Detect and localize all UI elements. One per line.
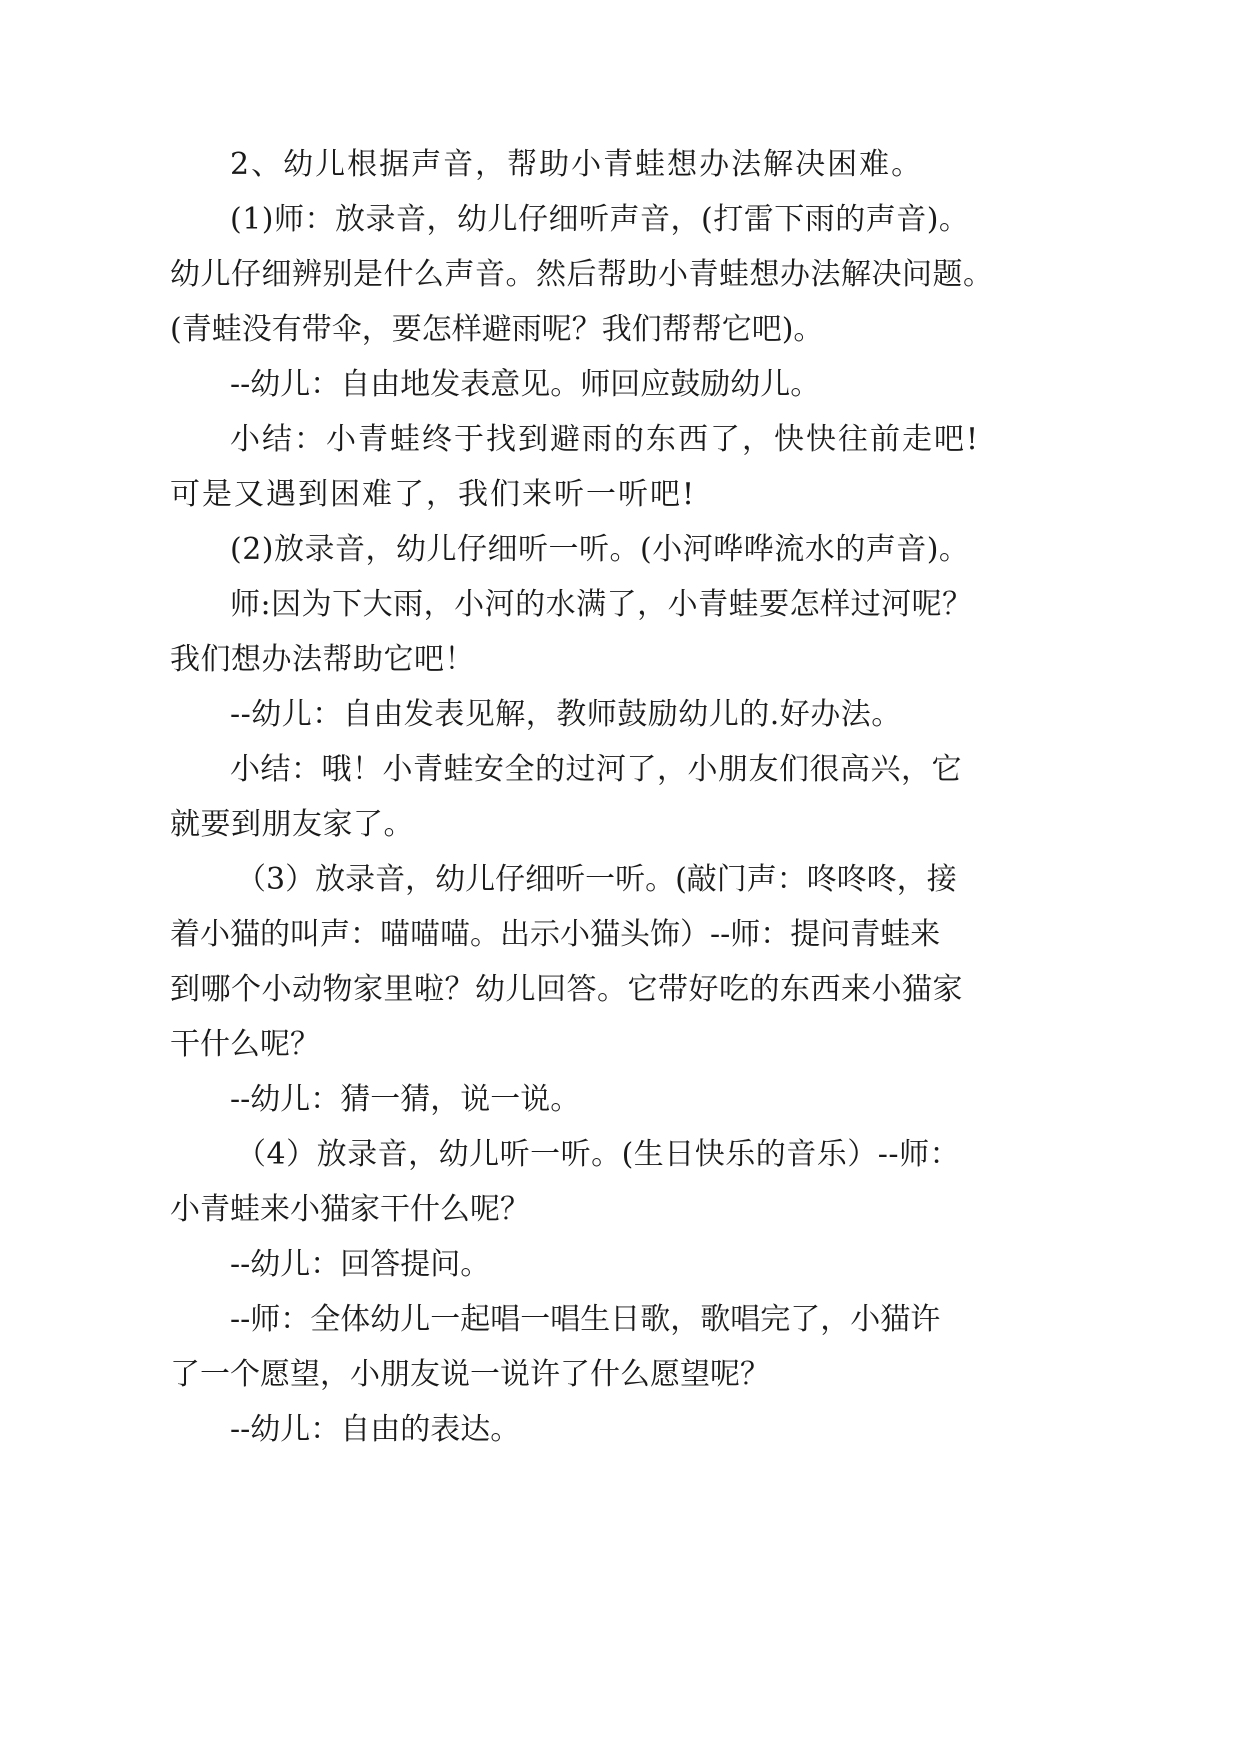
child-response-line: --幼儿：猜一猜，说一说。 (230, 1082, 581, 1117)
paragraph-line: 可是又遇到困难了，我们来听一听吧! (170, 477, 697, 512)
paragraph-line: 了一个愿望，小朋友说一说许了什么愿望呢？ (170, 1357, 770, 1392)
paragraph-line: (青蛙没有带伞，要怎样避雨呢？我们帮帮它吧)。 (170, 312, 824, 347)
child-response-line: --幼儿：自由的表达。 (230, 1412, 521, 1447)
paragraph-line: （4）放录音，幼儿听一听。(生日快乐的音乐）--师： (236, 1137, 961, 1172)
teacher-line: --师：全体幼儿一起唱一唱生日歌，歌唱完了，小猫许 (230, 1302, 941, 1337)
summary-line: 小结：哦！小青蛙安全的过河了，小朋友们很高兴，它 (230, 752, 962, 787)
child-response-line: --幼儿：自由发表见解，教师鼓励幼儿的.好办法。 (230, 697, 902, 732)
teacher-line: 师:因为下大雨，小河的水满了，小青蛙要怎样过河呢？ (230, 587, 973, 622)
paragraph-line: (2)放录音，幼儿仔细听一听。(小河哗哗流水的声音)。 (230, 532, 970, 567)
paragraph-line: （3）放录音，幼儿仔细听一听。(敲门声：咚咚咚，接 (236, 862, 957, 897)
summary-line: 小结：小青蛙终于找到避雨的东西了，快快往前走吧! (230, 422, 981, 457)
paragraph-line: 幼儿仔细辨别是什么声音。然后帮助小青蛙想办法解决问题。 (170, 257, 994, 292)
paragraph-line: (1)师：放录音，幼儿仔细听声音，(打雷下雨的声音)。 (230, 202, 970, 237)
paragraph-line: 就要到朋友家了。 (170, 807, 414, 842)
paragraph-line: 我们想办法帮助它吧！ (170, 642, 475, 677)
child-response-line: --幼儿：自由地发表意见。师回应鼓励幼儿。 (230, 367, 821, 402)
child-response-line: --幼儿：回答提问。 (230, 1247, 491, 1282)
paragraph-line: 干什么呢？ (170, 1027, 320, 1062)
paragraph-line: 小青蛙来小猫家干什么呢？ (170, 1192, 530, 1227)
paragraph-line: 到哪个小动物家里啦？幼儿回答。它带好吃的东西来小猫家 (170, 972, 963, 1007)
paragraph-line: 着小猫的叫声：喵喵喵。出示小猫头饰）--师：提问青蛙来 (170, 917, 941, 952)
step-heading: 2、幼儿根据声音，帮助小青蛙想办法解决困难。 (230, 147, 924, 182)
